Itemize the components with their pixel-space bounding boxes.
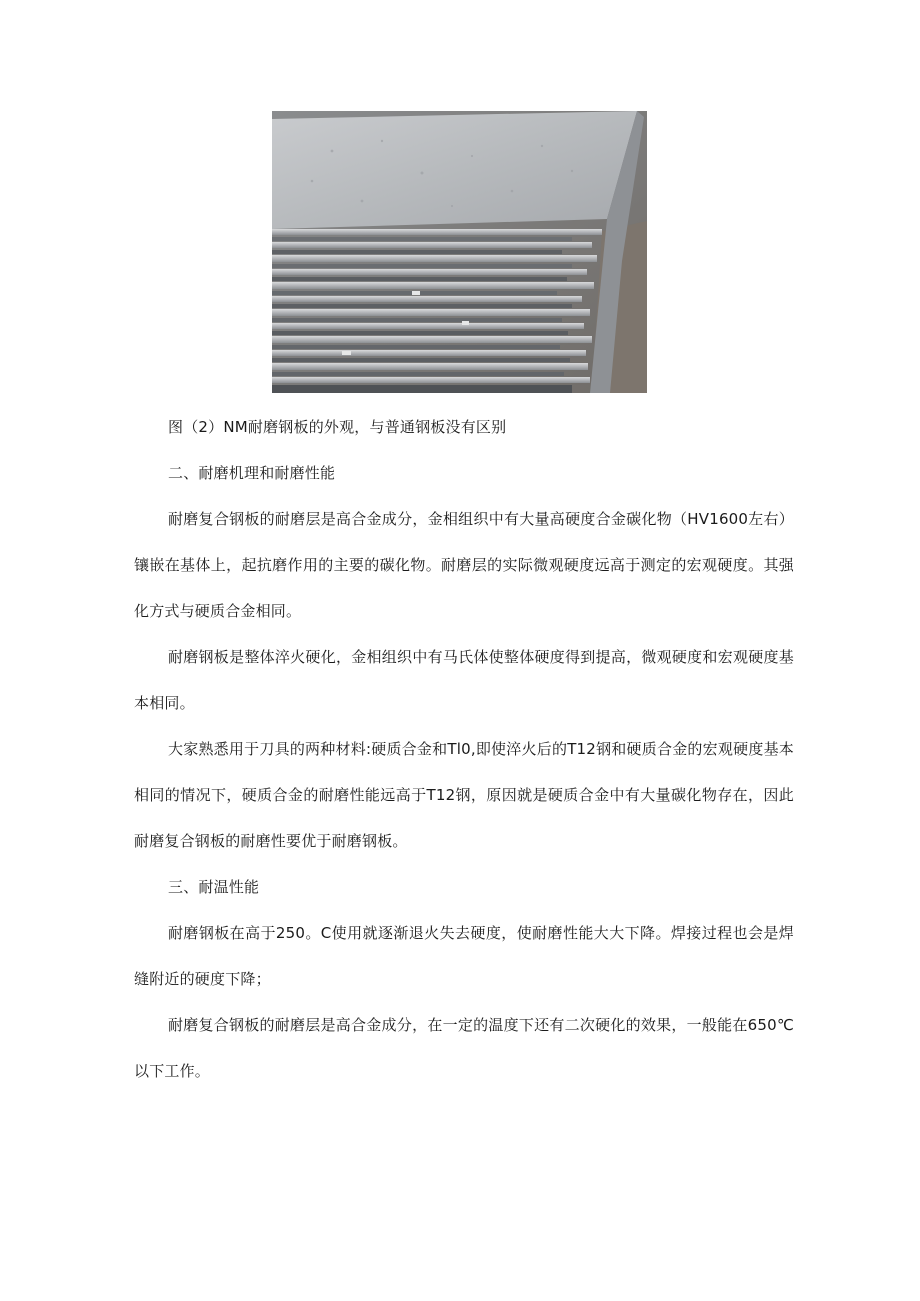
figure-caption: 图（2）NM耐磨钢板的外观，与普通钢板没有区别 [168, 418, 507, 436]
section-heading: 三、耐温性能 [168, 878, 260, 896]
paragraph: 耐磨复合钢板的耐磨层是高合金成分，金相组织中有大量高硬度合金碳化物（HV1600左右）镶嵌在基体上，起抗磨作用的主要的碳化物。耐磨层的实际微观硬度远高于测定的宏观硬度。其强化方式与硬质合金相同。 [134, 510, 794, 620]
paragraph: 耐磨钢板在高于250。C使用就逐渐退火失去硬度，使耐磨性能大大下降。焊接过程也会是焊缝附近的硬度下降； [134, 924, 794, 988]
article-body [134, 404, 794, 1094]
steel-plate-stack-photo [272, 111, 647, 393]
paragraph: 大家熟悉用于刀具的两种材料:硬质合金和Tl0,即使淬火后的T12钢和硬质合金的宏观硬度基本相同的情况下，硬质合金的耐磨性能远高于T12钢，原因就是硬质合金中有大量碳化物存在，因此耐磨复合钢板的耐磨性要优于耐磨钢板。 [134, 740, 794, 850]
section-heading: 二、耐磨机理和耐磨性能 [168, 464, 336, 482]
paragraph: 耐磨钢板是整体淬火硬化，金相组织中有马氏体使整体硬度得到提高，微观硬度和宏观硬度基本相同。 [134, 648, 794, 712]
paragraph: 耐磨复合钢板的耐磨层是高合金成分，在一定的温度下还有二次硬化的效果，一般能在650℃以下工作。 [134, 1016, 794, 1080]
